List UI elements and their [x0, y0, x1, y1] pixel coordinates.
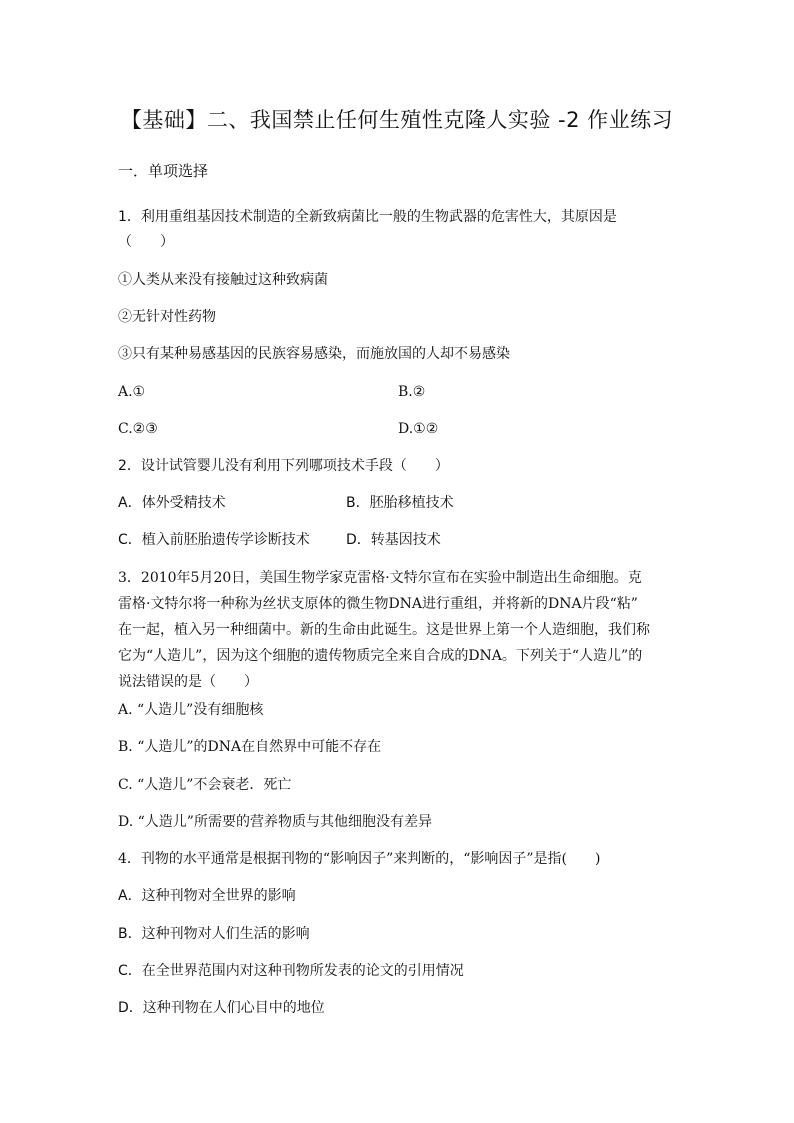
q1-statement-2: ②无针对性药物 — [118, 309, 216, 325]
q4-option-c: C．在全世界范围内对这种刊物所发表的论文的引用情况 — [118, 963, 464, 979]
q1-option-b: B.② — [398, 384, 426, 400]
q3-option-b: B. “人造儿”的DNA在自然界中可能不存在 — [118, 739, 382, 755]
q3-stem-line-4: 它为“人造儿”，因为这个细胞的遗传物质完全来自合成的DNA。下列关于“人造儿”的 — [118, 648, 643, 664]
q4-option-b: B．这种刊物对人们生活的影响 — [118, 926, 310, 942]
q3-stem-line-2: 雷格·文特尔将一种称为丝状支原体的微生物DNA进行重组，并将新的DNA片段“粘” — [118, 596, 638, 612]
q3-stem-line-3: 在一起，植入另一种细菌中。新的生命由此诞生。这是世界上第一个人造细胞，我们称 — [118, 622, 650, 638]
section-heading: 一．单项选择 — [118, 162, 209, 180]
q1-statement-1: ①人类从来没有接触过这种致病菌 — [118, 272, 328, 288]
q1-option-a: A.① — [118, 384, 146, 400]
q1-option-c: C.②③ — [118, 421, 158, 437]
q4-stem: 4．刊物的水平通常是根据刊物的“影响因子”来判断的，“影响因子”是指( ) — [118, 851, 601, 867]
q2-option-a: A．体外受精技术 — [118, 495, 226, 511]
q1-stem-line-2: （ ） — [118, 234, 174, 250]
q2-option-c: C．植入前胚胎遗传学诊断技术 — [118, 532, 310, 548]
q1-statement-3: ③只有某种易感基因的民族容易感染，而施放国的人却不易感染 — [118, 346, 510, 362]
q3-option-c: C. “人造儿”不会衰老．死亡 — [118, 777, 292, 793]
q3-option-d: D. “人造儿”所需要的营养物质与其他细胞没有差异 — [118, 814, 432, 830]
q4-option-d: D．这种刊物在人们心目中的地位 — [118, 1000, 325, 1016]
document-title: 【基础】二、我国禁止任何生殖性克隆人实验 -2 作业练习 — [120, 108, 674, 132]
q4-option-a: A．这种刊物对全世界的影响 — [118, 888, 296, 904]
q3-stem — [118, 565, 678, 695]
q3-stem-line-1: 3．2010年5月20日，美国生物学家克雷格·文特尔宣布在实验中制造出生命细胞。克 — [118, 570, 642, 586]
q2-option-b: B．胚胎移植技术 — [346, 495, 454, 511]
q1-option-d: D.①② — [398, 421, 439, 437]
q3-option-a: A. “人造儿”没有细胞核 — [118, 702, 264, 718]
q2-option-d: D．转基因技术 — [346, 532, 441, 548]
q2-stem: 2．设计试管婴儿没有利用下列哪项技术手段（ ） — [118, 458, 449, 474]
q1-stem-line-1: 1．利用重组基因技术制造的全新致病菌比一般的生物武器的危害性大，其原因是 — [118, 209, 617, 225]
q3-stem-line-5: 说法错误的是（ ） — [118, 674, 258, 690]
